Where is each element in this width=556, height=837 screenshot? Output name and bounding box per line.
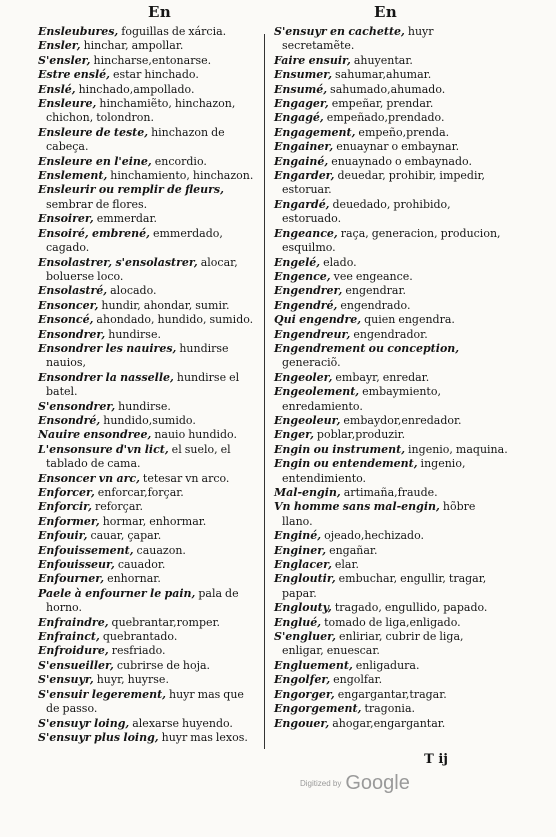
entry-headword: Englué,	[274, 615, 322, 629]
entry-headword: Enslé,	[38, 82, 76, 96]
entry-definition: sahumado,ahumado.	[327, 82, 446, 96]
entry-definition: engargantar,tragar.	[334, 687, 447, 701]
entry-definition: ahogar,engargantar.	[329, 716, 446, 730]
entry-definition: enuaynado o embaynado.	[328, 154, 472, 168]
entry-definition: deuedar, prohibir, impedir, estoruar.	[282, 169, 486, 197]
dictionary-entry	[274, 717, 508, 731]
dictionary-entry	[38, 68, 256, 82]
dictionary-entry	[274, 97, 508, 111]
dictionary-entry	[274, 227, 508, 256]
entry-definition: hundirse.	[115, 399, 171, 413]
dictionary-entry	[274, 558, 508, 572]
dictionary-entry	[38, 39, 256, 53]
dictionary-entry	[274, 342, 508, 371]
dictionary-entry	[274, 83, 508, 97]
entry-headword: Engin ou instrument,	[274, 442, 406, 456]
entry-headword: Enfroidure,	[38, 644, 109, 658]
entry-headword: S'ensueiller,	[38, 658, 114, 672]
entry-headword: Engeoler,	[274, 370, 333, 384]
entry-headword: Ensoncer,	[38, 298, 99, 312]
entry-definition: embaymiento, enredamiento.	[282, 385, 441, 413]
entry-headword: S'ensuyr loing,	[38, 716, 130, 730]
entry-definition: alocado.	[107, 284, 157, 298]
dictionary-entry	[38, 183, 256, 212]
dictionary-entry	[274, 198, 508, 227]
entry-headword: S'ensondrer,	[38, 399, 116, 413]
entry-definition: emmerdado, cagado.	[46, 226, 223, 255]
dictionary-entry	[38, 328, 256, 342]
entry-definition: ahondado, hundido, sumido.	[93, 313, 254, 327]
entry-headword: Engorger,	[274, 687, 335, 701]
dictionary-entry	[274, 601, 508, 615]
entry-definition: huyr, huyrse.	[93, 673, 169, 687]
dictionary-entry	[274, 140, 508, 154]
entry-definition: embaydor,enredador.	[340, 413, 462, 427]
entry-definition: hundirse.	[105, 327, 161, 341]
dictionary-entry	[38, 25, 256, 39]
entry-definition: hinchamiẽto, hinchazon, chichon, tolondron.	[46, 97, 236, 125]
entry-definition: hormar, enhormar.	[99, 514, 207, 528]
dictionary-entry	[38, 616, 256, 630]
entry-definition: raça, generacion, producion, esquilmo.	[282, 226, 501, 255]
entry-definition: huyr secretamẽte.	[282, 25, 434, 53]
dictionary-entry	[38, 659, 256, 673]
dictionary-entry	[274, 54, 508, 68]
entry-headword: Ensolastré,	[38, 284, 108, 298]
entry-headword: S'ensuyr en cachette,	[274, 25, 405, 38]
google-logo: Google	[345, 772, 410, 794]
entry-headword: Engeance,	[274, 226, 338, 240]
dictionary-entry	[274, 572, 508, 601]
column-divider	[264, 34, 265, 749]
entry-headword: Enslement,	[38, 169, 108, 183]
entry-headword: Ensumé,	[274, 82, 328, 96]
left-column	[38, 25, 256, 745]
entry-definition: hinchamiento, hinchazon.	[107, 169, 254, 183]
dictionary-entry	[274, 486, 508, 500]
entry-headword: Engouer,	[274, 716, 330, 730]
entry-definition: sahumar,ahumar.	[332, 68, 432, 82]
entry-definition: cauazon.	[133, 543, 186, 557]
entry-definition: el suelo, el tablado de cama.	[46, 442, 231, 471]
dictionary-entry	[274, 270, 508, 284]
entry-definition: embayr, enredar.	[332, 370, 430, 384]
entry-definition: ingenio, entendimiento.	[282, 457, 466, 485]
entry-headword: Enforcir,	[38, 500, 92, 514]
dictionary-entry	[38, 630, 256, 644]
entry-headword: Qui engendre,	[274, 313, 362, 327]
dictionary-entry	[38, 169, 256, 183]
entry-headword: Engolfer,	[274, 673, 331, 687]
dictionary-entry	[38, 731, 256, 745]
dictionary-entry	[38, 717, 256, 731]
entry-definition: engañar.	[326, 543, 378, 557]
dictionary-entry	[274, 443, 508, 457]
entry-definition: nauio hundido.	[151, 428, 237, 442]
dictionary-entry	[38, 212, 256, 226]
entry-definition: alocar, boluerse loco.	[46, 255, 238, 283]
right-column	[274, 25, 508, 731]
dictionary-entry	[38, 400, 256, 414]
entry-headword: S'ensler,	[38, 53, 91, 67]
entry-definition: huyr mas lexos.	[158, 730, 248, 744]
dictionary-entry	[274, 371, 508, 385]
entry-headword: Engendreur,	[274, 327, 351, 341]
entry-definition: hundirse el batel.	[46, 370, 240, 399]
entry-headword: Engagé,	[274, 111, 324, 125]
entry-headword: Ensleure,	[38, 97, 97, 111]
entry-headword: Engarder,	[274, 169, 335, 183]
dictionary-entry	[38, 572, 256, 586]
dictionary-entry	[38, 443, 256, 472]
entry-headword: Engluement,	[274, 658, 353, 672]
dictionary-entry	[38, 558, 256, 572]
entry-headword: Engeoleur,	[274, 413, 341, 427]
entry-definition: tomado de liga,enligado.	[321, 615, 461, 629]
entry-headword: Ensondrer,	[38, 327, 106, 341]
entry-headword: Enfouir,	[38, 529, 88, 543]
entry-headword: Ensoiré, embrené,	[38, 226, 150, 240]
entry-headword: Enginer,	[274, 543, 327, 557]
dictionary-entry	[274, 702, 508, 716]
entry-definition: hinchar, ampollar.	[80, 39, 184, 53]
entry-headword: Ensondrer les nauires,	[38, 341, 177, 355]
entry-headword: Ensleurir ou remplir de fleurs,	[38, 183, 224, 197]
dictionary-entry	[274, 529, 508, 543]
entry-headword: Engendré,	[274, 298, 338, 312]
entry-headword: Ensleure de teste,	[38, 125, 149, 139]
entry-definition: hincharse,entonarse.	[90, 53, 212, 67]
dictionary-entry	[274, 385, 508, 414]
entry-definition: alexarse huyendo.	[129, 716, 233, 730]
entry-headword: Enforcer,	[38, 486, 95, 499]
entry-headword: Faire ensuir,	[274, 53, 351, 67]
entry-definition: elado.	[320, 255, 357, 269]
entry-headword: Englouty,	[274, 601, 332, 615]
dictionary-entry	[38, 587, 256, 616]
dictionary-entry	[38, 284, 256, 298]
entry-headword: Engelé,	[274, 255, 321, 269]
dictionary-entry	[38, 529, 256, 543]
entry-headword: Ensoncer vn arc,	[38, 471, 140, 485]
entry-headword: Enginé,	[274, 529, 322, 543]
entry-definition: enhornar.	[104, 572, 161, 586]
entry-definition: hundido,sumido.	[100, 413, 196, 427]
digitized-prefix: Digitized by	[300, 779, 342, 789]
entry-headword: Englacer,	[274, 558, 332, 572]
entry-headword: Ensondrer la nasselle,	[38, 370, 174, 384]
entry-definition: empeño,prenda.	[355, 125, 450, 139]
signature-mark: T ij	[424, 752, 448, 767]
dictionary-entry	[38, 673, 256, 687]
entry-definition: estar hinchado.	[109, 68, 199, 82]
entry-definition: emmerdar.	[93, 212, 158, 226]
entry-definition: enligadura.	[352, 658, 420, 672]
entry-definition: cubrirse de hoja.	[113, 658, 211, 672]
entry-definition: resfriado.	[108, 644, 166, 658]
dictionary-entry	[38, 688, 256, 717]
entry-headword: Engeolement,	[274, 385, 360, 399]
dictionary-entry	[274, 616, 508, 630]
entry-headword: Estre enslé,	[38, 68, 110, 82]
entry-headword: Ensleure en l'eine,	[38, 154, 152, 168]
entry-headword: Enger,	[274, 428, 314, 442]
entry-definition: foguillas de xárcia.	[118, 25, 227, 38]
dictionary-entry	[38, 83, 256, 97]
entry-headword: Enfrainct,	[38, 630, 100, 644]
entry-headword: Enfouisseur,	[38, 558, 115, 572]
entry-definition: empeñar, prendar.	[328, 97, 434, 111]
dictionary-entry	[38, 155, 256, 169]
entry-definition: quebrantado.	[99, 630, 178, 644]
entry-definition: ahuyentar.	[350, 53, 413, 67]
dictionary-entry	[38, 126, 256, 155]
entry-definition: generaciõ.	[282, 356, 341, 370]
entry-definition: hõbre llano.	[282, 500, 476, 528]
entry-definition: huyr mas que de passo.	[46, 687, 244, 716]
entry-headword: Engendrement ou conception,	[274, 341, 460, 355]
entry-definition: sembrar de flores.	[46, 197, 148, 211]
dictionary-entry	[274, 256, 508, 270]
entry-definition: encordio.	[151, 154, 207, 168]
entry-definition: ojeado,hechizado.	[321, 529, 425, 543]
entry-definition: ingenio, maquina.	[405, 442, 508, 456]
dictionary-entry	[38, 486, 256, 500]
entry-definition: poblar,produzir.	[313, 428, 406, 442]
entry-headword: Enformer,	[38, 514, 100, 528]
dictionary-entry	[274, 68, 508, 82]
entry-headword: Ensondré,	[38, 413, 101, 427]
dictionary-entry	[38, 428, 256, 442]
entry-headword: L'ensonsure d'vn lict,	[38, 442, 169, 456]
entry-headword: Engendrer,	[274, 284, 343, 298]
dictionary-entry	[274, 414, 508, 428]
entry-headword: Nauire ensondree,	[38, 428, 152, 442]
digitized-watermark	[300, 772, 410, 795]
entry-headword: S'ensuyr,	[38, 673, 94, 687]
dictionary-entry	[38, 97, 256, 126]
entry-definition: hundir, ahondar, sumir.	[98, 298, 230, 312]
dictionary-entry	[274, 299, 508, 313]
entry-headword: Ensoncé,	[38, 313, 94, 327]
dictionary-entry	[38, 299, 256, 313]
dictionary-entry	[38, 342, 256, 371]
entry-definition: vee engeance.	[330, 269, 413, 283]
dictionary-entry	[274, 169, 508, 198]
dictionary-entry	[274, 126, 508, 140]
entry-headword: Engagement,	[274, 125, 356, 139]
entry-definition: elar.	[331, 558, 360, 572]
entry-headword: Ensoirer,	[38, 212, 94, 226]
dictionary-entry	[38, 472, 256, 486]
entry-definition: hinchazon de cabeça.	[46, 125, 225, 154]
entry-definition: quien engendra.	[361, 313, 455, 327]
dictionary-entry	[274, 500, 508, 529]
entry-headword: Ensumer,	[274, 68, 333, 82]
entry-headword: Engorgement,	[274, 702, 362, 716]
running-head-left: En	[148, 3, 172, 21]
entry-definition: cauador.	[114, 558, 166, 572]
entry-definition: pala de horno.	[46, 586, 239, 615]
entry-headword: Enfouissement,	[38, 543, 134, 557]
entry-headword: Ensolastrer, s'ensolastrer,	[38, 255, 198, 269]
dictionary-entry	[274, 25, 508, 54]
entry-headword: Ensler,	[38, 39, 81, 53]
entry-definition: tragonia.	[361, 702, 416, 716]
entry-headword: Enfraindre,	[38, 615, 109, 629]
entry-headword: Engloutir,	[274, 572, 336, 586]
dictionary-entry	[38, 371, 256, 400]
running-head-right: En	[374, 3, 398, 21]
entry-headword: Engin ou entendement,	[274, 457, 418, 471]
entry-headword: S'ensuir legerement,	[38, 687, 167, 701]
entry-definition: engendrar.	[342, 284, 407, 298]
entry-headword: Engainé,	[274, 154, 329, 168]
entry-headword: Engainer,	[274, 140, 334, 154]
entry-definition: engolfar.	[330, 673, 383, 687]
entry-headword: Enfourner,	[38, 572, 105, 586]
dictionary-entry	[274, 659, 508, 673]
entry-definition: artimaña,fraude.	[340, 486, 438, 499]
entry-definition: enliriar, cubrir de liga, enligar, enuescar.	[282, 630, 464, 658]
dictionary-entry	[38, 313, 256, 327]
entry-headword: Mal-engin,	[274, 486, 341, 499]
entry-definition: hundirse nauios,	[46, 341, 229, 370]
entry-definition: tetesar vn arco.	[139, 471, 230, 485]
dictionary-entry	[274, 688, 508, 702]
entry-definition: embuchar, engullir, tragar, papar.	[282, 572, 487, 600]
entry-definition: cauar, çapar.	[87, 529, 162, 543]
entry-headword: Vn homme sans mal-engin,	[274, 500, 440, 514]
entry-headword: Engager,	[274, 97, 329, 111]
dictionary-entry	[38, 500, 256, 514]
entry-definition: deuedado, prohibido, estoruado.	[282, 197, 451, 226]
entry-definition: enforcar,forçar.	[94, 486, 184, 499]
dictionary-entry	[274, 457, 508, 486]
dictionary-entry	[38, 54, 256, 68]
dictionary-entry	[38, 227, 256, 256]
entry-definition: tragado, engullido, papado.	[331, 601, 488, 615]
entry-headword: Engence,	[274, 269, 331, 283]
dictionary-entry	[274, 155, 508, 169]
dictionary-entry	[274, 673, 508, 687]
dictionary-entry	[274, 313, 508, 327]
entry-definition: engendrador.	[350, 327, 428, 341]
dictionary-entry	[274, 111, 508, 125]
entry-definition: quebrantar,romper.	[108, 615, 221, 629]
entry-headword: Ensleubures,	[38, 25, 119, 38]
dictionary-entry	[38, 515, 256, 529]
dictionary-entry	[274, 544, 508, 558]
dictionary-entry	[38, 644, 256, 658]
entry-headword: Engardé,	[274, 197, 330, 211]
dictionary-entry	[38, 414, 256, 428]
dictionary-entry	[38, 544, 256, 558]
entry-definition: empeñado,prendado.	[323, 111, 445, 125]
entry-definition: enuaynar o embaynar.	[333, 140, 460, 154]
entry-headword: S'engluer,	[274, 630, 336, 644]
dictionary-entry	[274, 630, 508, 659]
entry-definition: engendrado.	[337, 298, 411, 312]
dictionary-entry	[38, 256, 256, 285]
dictionary-entry	[274, 328, 508, 342]
entry-definition: reforçar.	[91, 500, 143, 514]
dictionary-entry	[274, 428, 508, 442]
entry-headword: Paele à enfourner le pain,	[38, 586, 196, 600]
entry-definition: hinchado,ampollado.	[75, 82, 195, 96]
entry-headword: S'ensuyr plus loing,	[38, 730, 159, 744]
dictionary-entry	[274, 284, 508, 298]
